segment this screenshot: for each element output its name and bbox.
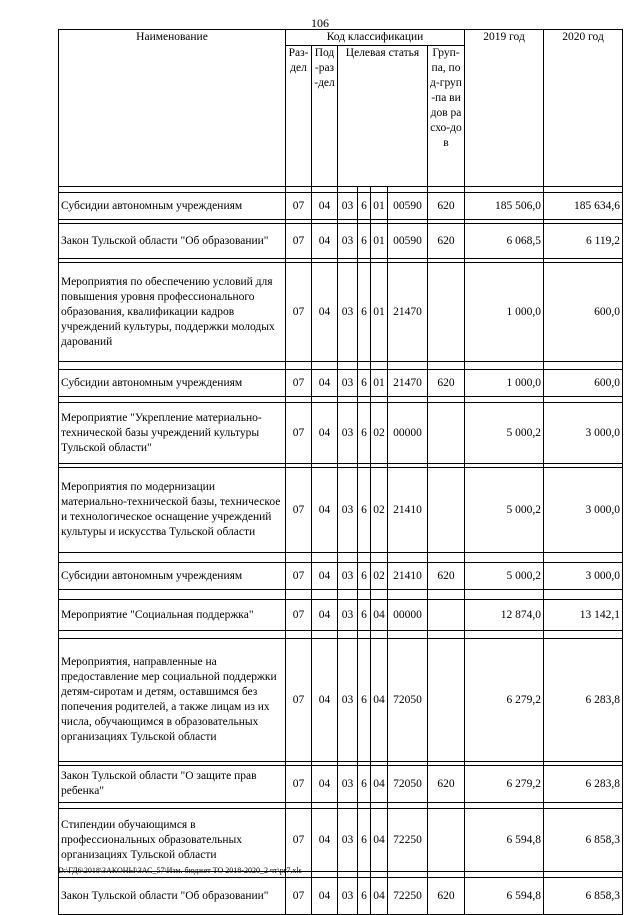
header-2019: 2019 год — [465, 30, 544, 187]
table-row — [59, 639, 623, 762]
cell-d: 72250 — [388, 809, 428, 872]
cell-a: 03 — [338, 563, 358, 590]
cell-r: 07 — [286, 809, 312, 872]
header-tselevaya: Целевая статья — [338, 46, 428, 187]
cell-v2: 6 858,3 — [544, 878, 623, 915]
cell-d: 72050 — [388, 766, 428, 803]
gap-cell — [428, 553, 465, 563]
cell-d: 00000 — [388, 403, 428, 464]
gap-cell — [312, 362, 338, 370]
cell-v1: 6 068,5 — [465, 224, 544, 259]
budget-table — [58, 29, 623, 915]
cell-b: 6 — [358, 639, 371, 762]
table-row — [59, 370, 623, 397]
header-name: Наименование — [59, 30, 286, 187]
page-number: 106 — [311, 16, 329, 30]
cell-a: 03 — [338, 639, 358, 762]
cell-a: 03 — [338, 403, 358, 464]
cell-b: 6 — [358, 809, 371, 872]
gap-cell — [358, 631, 371, 639]
gap-cell — [371, 362, 388, 370]
cell-g: 620 — [428, 766, 465, 803]
cell-name: Стипендии обучающимся в профессиональных образовательных организациях Тульской области — [59, 809, 286, 872]
cell-a: 03 — [338, 193, 358, 220]
table-row — [59, 468, 623, 553]
cell-g — [428, 468, 465, 553]
cell-d: 21410 — [388, 468, 428, 553]
cell-d: 21470 — [388, 263, 428, 362]
cell-a: 03 — [338, 468, 358, 553]
cell-a: 03 — [338, 263, 358, 362]
cell-c: 04 — [371, 766, 388, 803]
gap-cell — [388, 631, 428, 639]
cell-b: 6 — [358, 370, 371, 397]
row-gap — [59, 631, 623, 639]
gap-cell — [544, 631, 623, 639]
cell-a: 03 — [338, 224, 358, 259]
cell-v2: 3 000,0 — [544, 403, 623, 464]
gap-cell — [428, 631, 465, 639]
cell-name: Мероприятия, направленные на предоставление мер социальной поддержки детям-сиротам и детям, оставшимся без попечения родителей, а также лицам из их числа, обучающимся в образовательных организациях Тульской области — [59, 639, 286, 762]
cell-p: 04 — [312, 370, 338, 397]
cell-r: 07 — [286, 639, 312, 762]
cell-g: 620 — [428, 563, 465, 590]
cell-v1: 6 594,8 — [465, 809, 544, 872]
cell-r: 07 — [286, 600, 312, 631]
cell-p: 04 — [312, 468, 338, 553]
gap-cell — [544, 553, 623, 563]
cell-c: 02 — [371, 403, 388, 464]
cell-r: 07 — [286, 370, 312, 397]
cell-v2: 6 283,8 — [544, 766, 623, 803]
cell-r: 07 — [286, 563, 312, 590]
cell-v2: 6 283,8 — [544, 639, 623, 762]
cell-d: 00590 — [388, 193, 428, 220]
gap-cell — [286, 362, 312, 370]
cell-p: 04 — [312, 809, 338, 872]
cell-g: 620 — [428, 878, 465, 915]
gap-cell — [286, 553, 312, 563]
cell-b: 6 — [358, 766, 371, 803]
gap-cell — [59, 553, 286, 563]
cell-c: 04 — [371, 809, 388, 872]
cell-v1: 185 506,0 — [465, 193, 544, 220]
cell-name: Мероприятие "Социальная поддержка" — [59, 600, 286, 631]
cell-name: Закон Тульской области "Об образовании" — [59, 878, 286, 915]
cell-d: 72050 — [388, 639, 428, 762]
gap-cell — [358, 362, 371, 370]
cell-name: Субсидии автономным учреждениям — [59, 563, 286, 590]
gap-cell — [358, 590, 371, 600]
cell-c: 04 — [371, 878, 388, 915]
cell-name: Субсидии автономным учреждениям — [59, 370, 286, 397]
cell-name: Мероприятие "Укрепление материально-технической базы учреждений культуры Тульской области" — [59, 403, 286, 464]
cell-name: Закон Тульской области "О защите прав ребенка" — [59, 766, 286, 803]
row-gap — [59, 362, 623, 370]
gap-cell — [465, 553, 544, 563]
gap-cell — [465, 631, 544, 639]
gap-cell — [338, 590, 358, 600]
cell-r: 07 — [286, 193, 312, 220]
cell-g: 620 — [428, 193, 465, 220]
gap-cell — [59, 631, 286, 639]
cell-p: 04 — [312, 878, 338, 915]
cell-g: 620 — [428, 370, 465, 397]
cell-p: 04 — [312, 403, 338, 464]
cell-a: 03 — [338, 878, 358, 915]
header-2020: 2020 год — [544, 30, 623, 187]
table-row — [59, 766, 623, 803]
header-row — [59, 30, 623, 46]
cell-c: 01 — [371, 193, 388, 220]
cell-a: 03 — [338, 809, 358, 872]
gap-cell — [428, 590, 465, 600]
cell-r: 07 — [286, 263, 312, 362]
cell-b: 6 — [358, 468, 371, 553]
header-razdel: Раз-дел — [286, 46, 312, 187]
cell-d: 21410 — [388, 563, 428, 590]
cell-b: 6 — [358, 263, 371, 362]
cell-g: 620 — [428, 224, 465, 259]
table-row — [59, 263, 623, 362]
cell-c: 04 — [371, 639, 388, 762]
cell-v2: 600,0 — [544, 263, 623, 362]
gap-cell — [465, 590, 544, 600]
gap-cell — [358, 553, 371, 563]
cell-v1: 5 000,2 — [465, 403, 544, 464]
cell-a: 03 — [338, 600, 358, 631]
cell-name: Закон Тульской области "Об образовании" — [59, 224, 286, 259]
gap-cell — [428, 362, 465, 370]
table-row — [59, 224, 623, 259]
cell-b: 6 — [358, 193, 371, 220]
cell-v2: 3 000,0 — [544, 563, 623, 590]
gap-cell — [312, 631, 338, 639]
cell-v2: 185 634,6 — [544, 193, 623, 220]
cell-g — [428, 600, 465, 631]
gap-cell — [338, 553, 358, 563]
cell-c: 01 — [371, 263, 388, 362]
file-path-footer: D:\ГД6\2018\ЗАКОНЫ\ЗАС_57\Изм. бюджет ТО 2018-2020_2 чт\pr7.xls — [58, 866, 302, 875]
cell-r: 07 — [286, 403, 312, 464]
cell-v2: 600,0 — [544, 370, 623, 397]
table-row — [59, 809, 623, 872]
table-body — [59, 187, 623, 915]
cell-v1: 1 000,0 — [465, 370, 544, 397]
table-row — [59, 563, 623, 590]
cell-v1: 6 279,2 — [465, 639, 544, 762]
cell-d: 00000 — [388, 600, 428, 631]
gap-cell — [312, 553, 338, 563]
cell-v1: 12 874,0 — [465, 600, 544, 631]
cell-p: 04 — [312, 224, 338, 259]
cell-v2: 6 119,2 — [544, 224, 623, 259]
table-row — [59, 600, 623, 631]
cell-v2: 6 858,3 — [544, 809, 623, 872]
cell-p: 04 — [312, 639, 338, 762]
cell-r: 07 — [286, 224, 312, 259]
cell-d: 72250 — [388, 878, 428, 915]
cell-c: 02 — [371, 468, 388, 553]
gap-cell — [388, 553, 428, 563]
gap-cell — [371, 590, 388, 600]
gap-cell — [59, 590, 286, 600]
row-gap — [59, 590, 623, 600]
cell-name: Субсидии автономным учреждениям — [59, 193, 286, 220]
cell-g — [428, 263, 465, 362]
cell-b: 6 — [358, 600, 371, 631]
cell-r: 07 — [286, 766, 312, 803]
cell-p: 04 — [312, 766, 338, 803]
gap-cell — [338, 362, 358, 370]
cell-a: 03 — [338, 766, 358, 803]
row-gap — [59, 553, 623, 563]
gap-cell — [544, 362, 623, 370]
gap-cell — [371, 631, 388, 639]
cell-v1: 5 000,2 — [465, 563, 544, 590]
cell-g — [428, 639, 465, 762]
cell-b: 6 — [358, 878, 371, 915]
cell-r: 07 — [286, 878, 312, 915]
cell-b: 6 — [358, 224, 371, 259]
cell-c: 02 — [371, 563, 388, 590]
gap-cell — [59, 362, 286, 370]
gap-cell — [338, 631, 358, 639]
cell-v2: 13 142,1 — [544, 600, 623, 631]
table-row — [59, 193, 623, 220]
header-classification: Код классификации — [286, 30, 465, 46]
cell-v2: 3 000,0 — [544, 468, 623, 553]
cell-d: 21470 — [388, 370, 428, 397]
cell-b: 6 — [358, 403, 371, 464]
table-row — [59, 878, 623, 915]
cell-g — [428, 809, 465, 872]
cell-d: 00590 — [388, 224, 428, 259]
cell-p: 04 — [312, 193, 338, 220]
cell-c: 01 — [371, 224, 388, 259]
cell-v1: 5 000,2 — [465, 468, 544, 553]
gap-cell — [388, 590, 428, 600]
gap-cell — [286, 590, 312, 600]
cell-name: Мероприятия по обеспечению условий для повышения уровня профессионального образования, квалификации кадров учреждений культуры, поддержки молодых дарований — [59, 263, 286, 362]
cell-v1: 6 594,8 — [465, 878, 544, 915]
cell-p: 04 — [312, 600, 338, 631]
cell-g — [428, 403, 465, 464]
header-gruppa: Груп-па, под-груп-па видов расхо-дов — [428, 46, 465, 187]
cell-p: 04 — [312, 563, 338, 590]
table-row — [59, 403, 623, 464]
cell-name: Мероприятия по модернизации материально-технической базы, техническое и технологическое оснащение учреждений культуры и искусства Тульской области — [59, 468, 286, 553]
cell-p: 04 — [312, 263, 338, 362]
header-podrazdel: Под-раз-дел — [312, 46, 338, 187]
cell-a: 03 — [338, 370, 358, 397]
cell-v1: 1 000,0 — [465, 263, 544, 362]
gap-cell — [312, 590, 338, 600]
gap-cell — [388, 362, 428, 370]
cell-c: 01 — [371, 370, 388, 397]
cell-v1: 6 279,2 — [465, 766, 544, 803]
gap-cell — [371, 553, 388, 563]
cell-c: 04 — [371, 600, 388, 631]
gap-cell — [544, 590, 623, 600]
cell-b: 6 — [358, 563, 371, 590]
gap-cell — [465, 362, 544, 370]
gap-cell — [286, 631, 312, 639]
cell-r: 07 — [286, 468, 312, 553]
